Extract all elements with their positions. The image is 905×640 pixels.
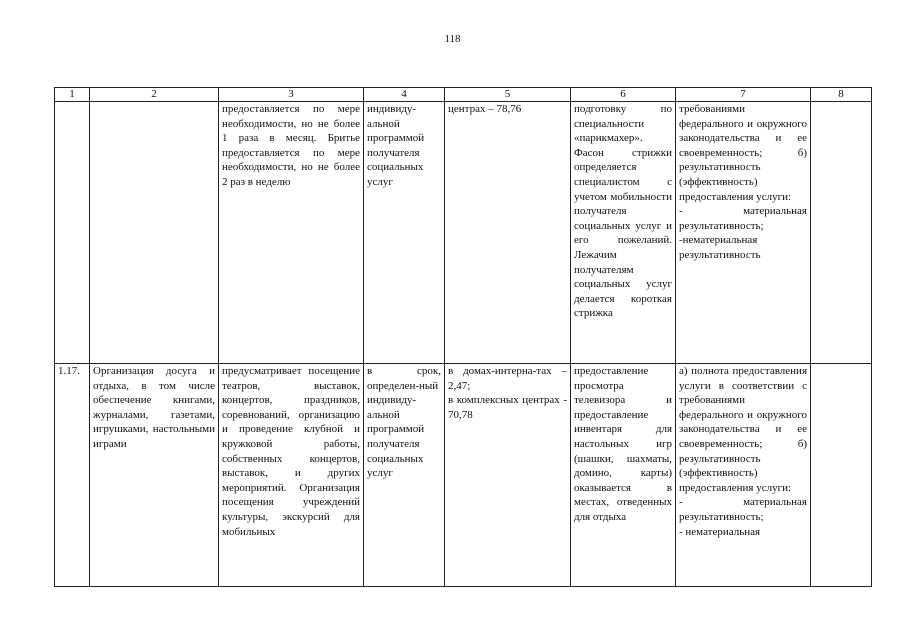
services-table <box>54 87 872 587</box>
header-row <box>55 88 872 102</box>
service-description-cell: предусматривает посещение театров, выставок, концертов, праздников, соревнований, организацию и проведение клубной и кружковой работы, собственных концертов, выставок, и других мероприятий. Организация посещения учреждений культуры, экскурсий для мобильных <box>219 364 364 587</box>
quality-indicators-cell: а) полнота предоставления услуги в соответствии с требованиями федерального и окружного законодательства и ее своевременность; б) результативность (эффективность) предоставления услуги: - материальная результативность; - нематериальная <box>676 364 811 587</box>
conditions-cell: подготовку по специальности «парикмахер». Фасон стрижки определяется специалистом с учетом мобильности получателя социальных услуг и его пожеланий. Лежачим получателям социальных услуг делается короткая стрижка <box>571 102 676 364</box>
column-header-3: 3 <box>219 88 364 102</box>
notes-cell <box>811 364 872 587</box>
service-term-cell: в срок, определен-ный индивиду-альной программой получателя социальных услуг <box>364 364 445 587</box>
conditions-cell: предоставление просмотра телевизора и предоставление инвентаря для настольных игр (шашки, шахматы, домино, карты) оказывается в местах, отведенных для отдыха <box>571 364 676 587</box>
column-header-8: 8 <box>811 88 872 102</box>
service-name-cell <box>90 102 219 364</box>
column-header-4: 4 <box>364 88 445 102</box>
service-term-cell: индивиду- альной программой получателя социальных услуг <box>364 102 445 364</box>
tariff-cell: центрах – 78,76 <box>445 102 571 364</box>
column-header-7: 7 <box>676 88 811 102</box>
tariff-cell: в домах-интерна-тах – 2,47; в комплексных центрах - 70,78 <box>445 364 571 587</box>
page-number: 118 <box>444 33 461 45</box>
column-header-6: 6 <box>571 88 676 102</box>
column-header-1: 1 <box>55 88 90 102</box>
table-row <box>55 102 872 364</box>
row-number-cell: 1.17. <box>55 364 90 587</box>
column-header-2: 2 <box>90 88 219 102</box>
column-header-5: 5 <box>445 88 571 102</box>
row-number-cell <box>55 102 90 364</box>
service-name-cell: Организация досуга и отдыха, в том числе обеспечение книгами, журналами, газетами, игрушками, настольными играми <box>90 364 219 587</box>
service-description-cell: предоставляется по мере необходимости, но не более 1 раза в месяц. Бритье предоставляется по мере необходимости, но не более 2 раз в неделю <box>219 102 364 364</box>
quality-indicators-cell: требованиями федерального и окружного законодательства и ее своевременность; б) результативность (эффективность) предоставления услуги: - материальная результативность; -нематериальная результативность <box>676 102 811 364</box>
table-row <box>55 364 872 587</box>
notes-cell <box>811 102 872 364</box>
